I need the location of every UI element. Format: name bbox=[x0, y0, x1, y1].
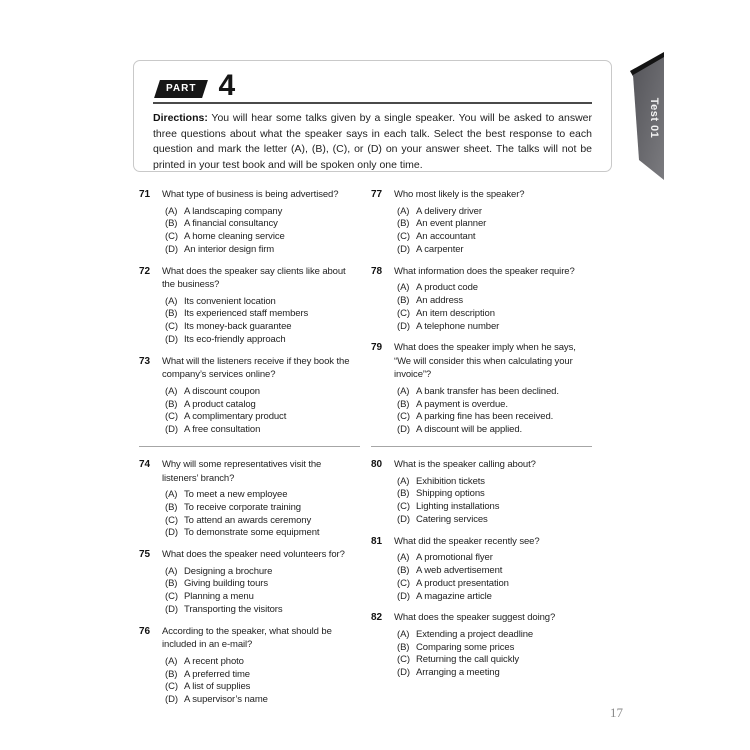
option-letter: (C) bbox=[397, 231, 410, 243]
question-options bbox=[139, 206, 360, 257]
option-letter: (D) bbox=[397, 590, 410, 602]
section-divider-left bbox=[139, 446, 360, 447]
question-stem-line: What does the speaker imply when he says, bbox=[394, 342, 576, 354]
option-letter: (A) bbox=[397, 282, 410, 294]
option-letter: (D) bbox=[165, 604, 178, 616]
question-number: 76 bbox=[139, 625, 151, 637]
question-block bbox=[139, 188, 360, 257]
page-number: 17 bbox=[610, 705, 623, 720]
answer-option bbox=[397, 282, 592, 295]
question-number: 79 bbox=[371, 342, 383, 354]
question-options bbox=[139, 296, 360, 347]
option-letter: (A) bbox=[165, 489, 178, 500]
answer-option bbox=[397, 642, 592, 655]
question-block bbox=[371, 188, 592, 257]
answer-option bbox=[397, 308, 592, 321]
question-block bbox=[139, 265, 360, 347]
option-letter: (B) bbox=[165, 578, 178, 590]
option-letter: (A) bbox=[165, 205, 178, 217]
answer-option bbox=[165, 578, 360, 591]
question-head bbox=[371, 341, 592, 382]
answer-option bbox=[397, 424, 592, 437]
option-text: A discount coupon bbox=[184, 385, 260, 397]
question-options bbox=[371, 206, 592, 257]
answer-option bbox=[397, 476, 592, 489]
option-text: Its experienced staff members bbox=[184, 308, 309, 320]
question-options bbox=[139, 656, 360, 707]
option-letter: (C) bbox=[165, 591, 178, 603]
question-options bbox=[371, 386, 592, 437]
directions-body: You will hear some talks given by a single speaker. You will be asked to answer three questions about what the speaker says in each talk. Select the best response to each question and mark the letter (A), (B), (C), or (D) on your answer sheet. The talks will not be printed in your test book and will be spoken only one time. bbox=[153, 112, 592, 171]
answer-option bbox=[165, 231, 360, 244]
question-stem-line: What information does the speaker require? bbox=[394, 265, 575, 277]
question-head bbox=[139, 548, 360, 562]
question-head bbox=[139, 355, 360, 382]
option-letter: (D) bbox=[397, 513, 410, 525]
option-letter: (B) bbox=[165, 398, 178, 410]
answer-option bbox=[397, 667, 592, 680]
question-head bbox=[139, 458, 360, 485]
question-stem bbox=[162, 355, 349, 382]
question-block bbox=[139, 625, 360, 707]
question-block bbox=[139, 458, 360, 540]
directions-text bbox=[153, 111, 592, 173]
answer-option bbox=[165, 694, 360, 707]
answer-option bbox=[165, 321, 360, 334]
answer-option bbox=[397, 591, 592, 604]
question-stem bbox=[394, 458, 536, 472]
option-letter: (A) bbox=[397, 552, 410, 564]
question-block bbox=[371, 611, 592, 680]
option-text: Extending a project deadline bbox=[416, 628, 534, 640]
option-letter: (C) bbox=[165, 411, 178, 423]
option-letter: (C) bbox=[397, 577, 410, 589]
option-letter: (D) bbox=[165, 424, 178, 436]
option-text: A list of supplies bbox=[184, 681, 251, 693]
question-stem-line: What is the speaker calling about? bbox=[394, 459, 536, 470]
option-text: Lighting installations bbox=[416, 501, 500, 513]
question-stem-line: listeners’ branch? bbox=[162, 472, 235, 484]
answer-option bbox=[165, 681, 360, 694]
part-header bbox=[153, 69, 592, 102]
option-text: A complimentary product bbox=[184, 411, 287, 423]
question-options bbox=[371, 552, 592, 603]
answer-option bbox=[165, 489, 360, 502]
question-number: 74 bbox=[139, 459, 151, 470]
option-text: A supervisor’s name bbox=[184, 694, 268, 706]
option-text: An event planner bbox=[416, 218, 487, 230]
directions-label: Directions: bbox=[153, 112, 208, 124]
question-block bbox=[371, 341, 592, 437]
option-letter: (B) bbox=[165, 218, 178, 230]
option-letter: (C) bbox=[397, 307, 410, 319]
option-text: A product code bbox=[416, 282, 478, 294]
answer-option bbox=[165, 527, 360, 540]
option-text: A product catalog bbox=[184, 398, 256, 410]
option-letter: (B) bbox=[397, 641, 410, 653]
question-options bbox=[139, 489, 360, 540]
question-options bbox=[139, 386, 360, 437]
answer-option bbox=[397, 399, 592, 412]
answer-option bbox=[165, 206, 360, 219]
question-stem-line: What did the speaker recently see? bbox=[394, 535, 540, 547]
question-head bbox=[371, 188, 592, 202]
question-number: 72 bbox=[139, 265, 151, 277]
option-letter: (A) bbox=[397, 385, 410, 397]
question-block bbox=[139, 548, 360, 617]
option-letter: (A) bbox=[397, 628, 410, 640]
option-text: A web advertisement bbox=[416, 564, 503, 576]
option-text: A home cleaning service bbox=[184, 231, 285, 243]
questions-column-right-bottom bbox=[371, 458, 592, 715]
option-letter: (B) bbox=[397, 564, 410, 576]
answer-option bbox=[397, 654, 592, 667]
answer-option bbox=[165, 656, 360, 669]
option-letter: (A) bbox=[397, 475, 410, 487]
question-stem bbox=[394, 188, 524, 202]
answer-option bbox=[165, 334, 360, 347]
option-letter: (C) bbox=[397, 654, 410, 666]
answer-option bbox=[165, 502, 360, 515]
question-block bbox=[371, 458, 592, 527]
answer-option bbox=[165, 411, 360, 424]
question-head bbox=[371, 535, 592, 549]
option-text: A product presentation bbox=[416, 577, 509, 589]
answer-option bbox=[165, 296, 360, 309]
answer-option bbox=[397, 501, 592, 514]
option-text: A payment is overdue. bbox=[416, 398, 508, 410]
option-letter: (C) bbox=[165, 231, 178, 243]
option-text: A discount will be applied. bbox=[416, 424, 523, 436]
part-header-rule bbox=[153, 102, 592, 104]
question-number: 78 bbox=[371, 265, 383, 277]
question-stem bbox=[162, 265, 346, 292]
option-letter: (B) bbox=[165, 668, 178, 680]
option-text: An item description bbox=[416, 307, 495, 319]
option-text: To attend an awards ceremony bbox=[184, 514, 312, 526]
question-stem bbox=[394, 265, 575, 279]
answer-option bbox=[165, 386, 360, 399]
option-text: Planning a menu bbox=[184, 591, 254, 603]
question-number: 80 bbox=[371, 459, 383, 470]
question-options bbox=[371, 282, 592, 333]
answer-option bbox=[397, 206, 592, 219]
question-stem-line: What will the listeners receive if they book the bbox=[162, 355, 350, 367]
question-options bbox=[371, 629, 592, 680]
question-stem bbox=[162, 458, 321, 485]
option-text: Its convenient location bbox=[184, 295, 276, 307]
option-text: An accountant bbox=[416, 231, 476, 243]
answer-option bbox=[397, 386, 592, 399]
question-stem bbox=[394, 611, 555, 625]
question-stem-line: What does the speaker need volunteers for? bbox=[162, 549, 345, 561]
section-divider-right bbox=[371, 446, 592, 447]
option-text: To demonstrate some equipment bbox=[184, 527, 320, 539]
question-stem-line: Why will some representatives visit the bbox=[162, 459, 322, 470]
part-badge bbox=[154, 80, 208, 98]
questions-column-left-top bbox=[139, 188, 360, 442]
option-text: Catering services bbox=[416, 513, 488, 525]
answer-option bbox=[397, 514, 592, 527]
answer-option bbox=[397, 578, 592, 591]
question-stem-line: invoice”? bbox=[394, 369, 432, 381]
tab-label: Test 01 bbox=[648, 97, 660, 139]
question-stem bbox=[162, 625, 332, 652]
question-head bbox=[139, 188, 360, 202]
question-head bbox=[371, 458, 592, 472]
answer-option bbox=[165, 591, 360, 604]
option-text: Returning the call quickly bbox=[416, 654, 520, 666]
answer-option bbox=[165, 566, 360, 579]
answer-option bbox=[165, 244, 360, 257]
option-letter: (B) bbox=[165, 308, 178, 320]
question-stem-line: According to the speaker, what should be bbox=[162, 625, 332, 637]
part-number: 4 bbox=[218, 69, 236, 102]
option-letter: (B) bbox=[397, 488, 410, 500]
test-tab bbox=[627, 51, 665, 183]
option-text: An interior design firm bbox=[184, 243, 275, 255]
option-text: A preferred time bbox=[184, 668, 250, 680]
question-stem bbox=[394, 535, 540, 549]
option-letter: (D) bbox=[165, 527, 178, 539]
answer-option bbox=[397, 488, 592, 501]
option-letter: (A) bbox=[165, 655, 178, 667]
option-text: An address bbox=[416, 294, 464, 306]
answer-option bbox=[165, 399, 360, 412]
question-options bbox=[139, 566, 360, 617]
answer-option bbox=[165, 424, 360, 437]
option-text: Arranging a meeting bbox=[416, 667, 500, 679]
question-number: 75 bbox=[139, 549, 151, 561]
option-letter: (C) bbox=[165, 514, 178, 526]
question-number: 81 bbox=[371, 535, 383, 547]
question-block bbox=[371, 265, 592, 334]
option-text: Comparing some prices bbox=[416, 641, 515, 653]
question-stem bbox=[394, 341, 576, 382]
answer-option bbox=[397, 295, 592, 308]
option-letter: (D) bbox=[397, 667, 410, 679]
option-text: Shipping options bbox=[416, 488, 485, 500]
option-text: Its money-back guarantee bbox=[184, 321, 292, 333]
option-text: To meet a new employee bbox=[184, 489, 288, 500]
question-stem-line: included in an e-mail? bbox=[162, 639, 253, 651]
directions-box bbox=[133, 60, 612, 172]
question-stem-line: What does the speaker say clients like about bbox=[162, 265, 346, 277]
option-text: To receive corporate training bbox=[184, 501, 301, 513]
option-letter: (D) bbox=[165, 694, 178, 706]
option-letter: (C) bbox=[397, 501, 410, 513]
option-letter: (C) bbox=[397, 411, 410, 423]
questions-section bbox=[139, 188, 592, 715]
option-text: A carpenter bbox=[416, 243, 464, 255]
option-letter: (A) bbox=[165, 295, 178, 307]
option-text: A parking fine has been received. bbox=[416, 411, 554, 423]
option-text: A delivery driver bbox=[416, 205, 482, 217]
option-text: A telephone number bbox=[416, 320, 500, 332]
option-letter: (B) bbox=[397, 294, 410, 306]
option-letter: (D) bbox=[397, 320, 410, 332]
option-text: A magazine article bbox=[416, 590, 492, 602]
option-letter: (D) bbox=[165, 243, 178, 255]
answer-option bbox=[397, 565, 592, 578]
question-stem-line: What does the speaker suggest doing? bbox=[394, 612, 556, 624]
question-stem-line: Who most likely is the speaker? bbox=[394, 189, 525, 200]
question-number: 82 bbox=[371, 612, 383, 624]
answer-option bbox=[397, 629, 592, 642]
answer-option bbox=[397, 218, 592, 231]
answer-option bbox=[165, 669, 360, 682]
question-stem bbox=[162, 188, 338, 202]
option-letter: (B) bbox=[397, 218, 410, 230]
question-stem bbox=[162, 548, 345, 562]
option-text: A bank transfer has been declined. bbox=[416, 385, 559, 397]
option-letter: (D) bbox=[165, 334, 178, 346]
part-badge-label: PART bbox=[166, 82, 197, 94]
question-number: 73 bbox=[139, 355, 151, 367]
option-text: A promotional flyer bbox=[416, 552, 493, 564]
question-head bbox=[139, 265, 360, 292]
question-head bbox=[371, 611, 592, 625]
answer-option bbox=[397, 321, 592, 334]
option-letter: (B) bbox=[397, 398, 410, 410]
answer-option bbox=[165, 515, 360, 528]
question-stem-line: “We will consider this when calculating your bbox=[394, 355, 573, 367]
answer-option bbox=[165, 604, 360, 617]
option-letter: (A) bbox=[397, 205, 410, 217]
question-head bbox=[139, 625, 360, 652]
question-number: 71 bbox=[139, 189, 151, 200]
option-letter: (A) bbox=[165, 565, 178, 577]
question-head bbox=[371, 265, 592, 279]
option-text: Exhibition tickets bbox=[416, 475, 485, 487]
question-block bbox=[371, 535, 592, 604]
question-number: 77 bbox=[371, 189, 383, 200]
questions-column-right-top bbox=[371, 188, 592, 442]
answer-option bbox=[397, 231, 592, 244]
option-letter: (C) bbox=[165, 681, 178, 693]
test-tab-shape bbox=[627, 51, 665, 183]
question-stem-line: the business? bbox=[162, 279, 220, 291]
answer-option bbox=[165, 218, 360, 231]
option-letter: (C) bbox=[165, 321, 178, 333]
questions-column-left-bottom bbox=[139, 458, 360, 715]
option-text: Designing a brochure bbox=[184, 565, 273, 577]
option-text: Transporting the visitors bbox=[184, 604, 283, 616]
option-text: A financial consultancy bbox=[184, 218, 278, 230]
option-text: Its eco-friendly approach bbox=[184, 334, 286, 346]
answer-option bbox=[397, 411, 592, 424]
option-text: Giving building tours bbox=[184, 578, 268, 590]
option-letter: (D) bbox=[397, 424, 410, 436]
answer-option bbox=[397, 552, 592, 565]
option-text: A recent photo bbox=[184, 655, 244, 667]
option-letter: (D) bbox=[397, 243, 410, 255]
question-stem-line: What type of business is being advertised? bbox=[162, 189, 339, 200]
question-options bbox=[371, 476, 592, 527]
option-letter: (A) bbox=[165, 385, 178, 397]
question-stem-line: company’s services online? bbox=[162, 369, 276, 381]
option-text: A landscaping company bbox=[184, 205, 283, 217]
option-letter: (B) bbox=[165, 501, 178, 513]
option-text: A free consultation bbox=[184, 424, 261, 436]
answer-option bbox=[165, 308, 360, 321]
answer-option bbox=[397, 244, 592, 257]
question-block bbox=[139, 355, 360, 437]
